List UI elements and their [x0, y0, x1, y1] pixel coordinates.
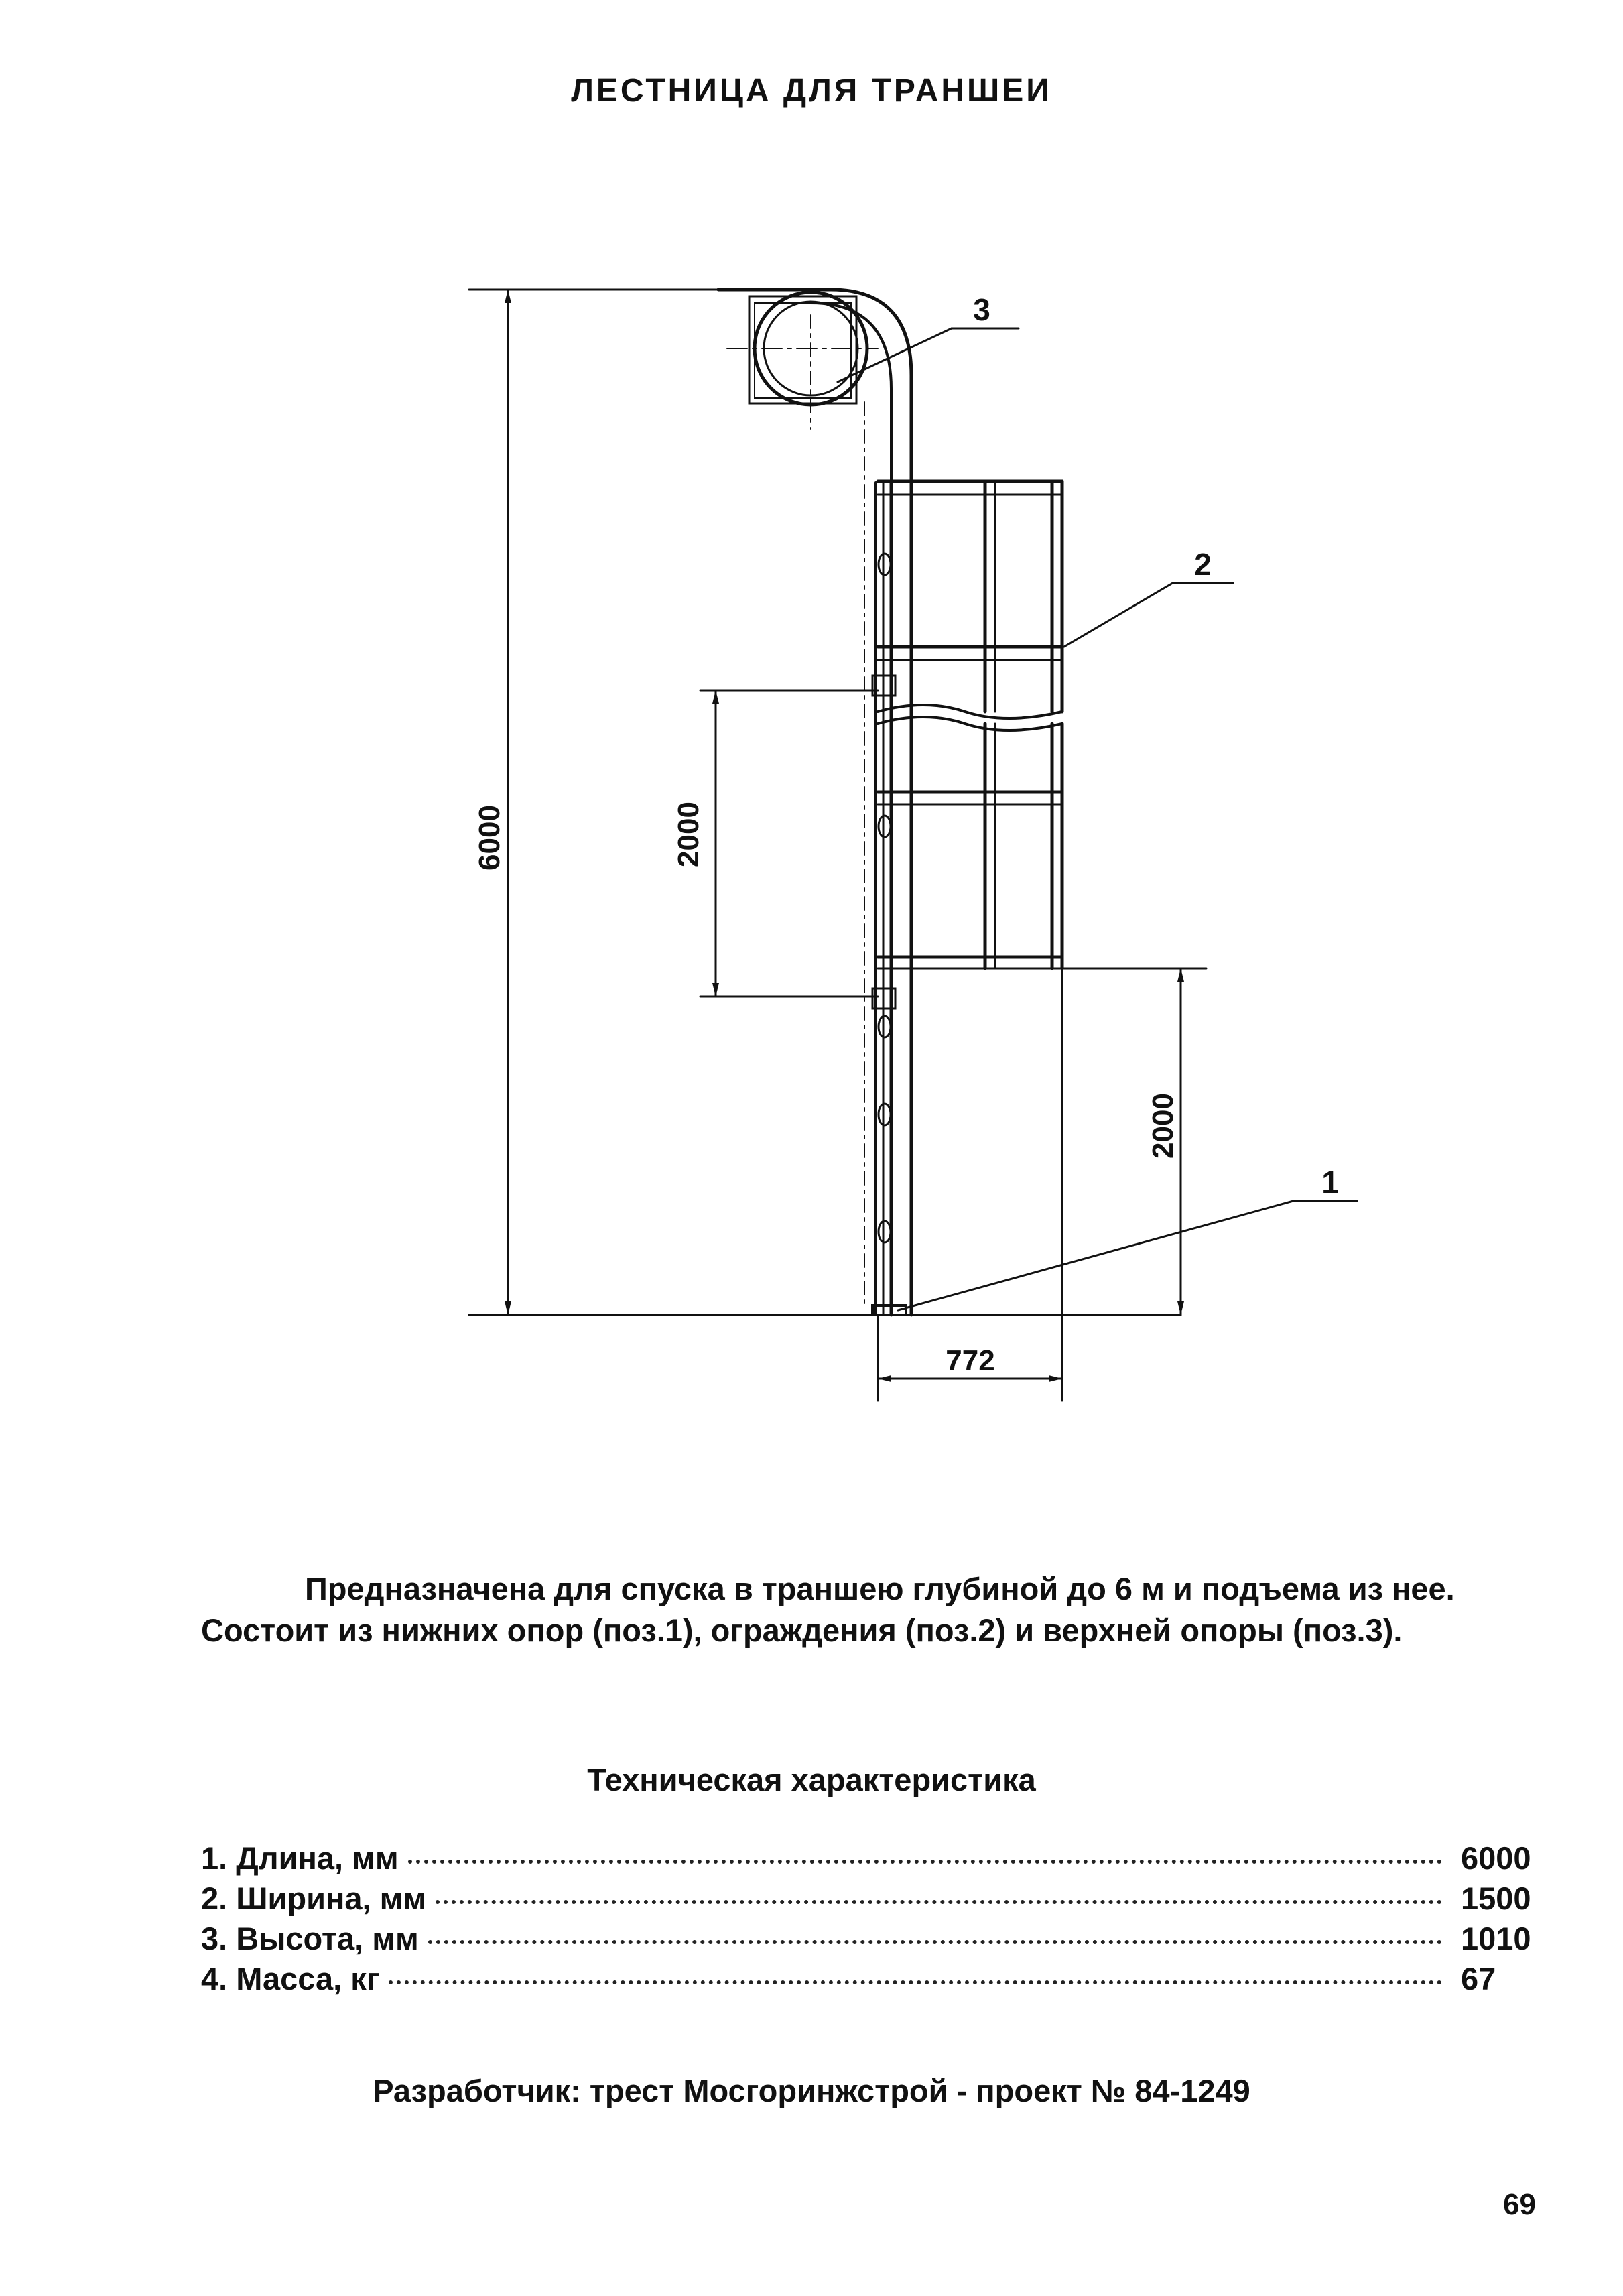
dot-leader — [428, 1940, 1442, 1944]
spec-value: 1500 — [1461, 1880, 1531, 1916]
guard-break-line-bottom — [878, 717, 1062, 730]
position-label-3: 3 — [973, 292, 990, 327]
leader-pos2 — [1064, 583, 1233, 647]
dimension-total-height — [469, 290, 1181, 1315]
bolt — [879, 1221, 891, 1242]
spec-row-width — [201, 1880, 1541, 1920]
bolt — [879, 554, 891, 575]
spec-label: 1. Длина, мм — [201, 1840, 399, 1876]
leader-line — [838, 328, 952, 382]
top-support — [718, 290, 911, 483]
spec-list — [201, 1840, 1541, 2000]
developer-credit: Разработчик: трест Мосгоринжстрой - проект № 84-1249 — [373, 2073, 1250, 2108]
stringer-bolts — [872, 554, 906, 1315]
spec-value: 6000 — [1461, 1840, 1531, 1876]
spec-section-title: Техническая характеристика — [587, 1762, 1036, 1797]
position-label-1: 1 — [1321, 1165, 1339, 1200]
description-text: Предназначена для спуска в траншею глубиной до 6 м и подъема из нее. Состоит из нижних опор (поз.1), ограждения (поз.2) и верхней опоры (поз.3). — [201, 1571, 1455, 1648]
dimension-guard-height — [700, 690, 878, 997]
ladder-top-hook-outer — [718, 290, 911, 483]
dimension-lower-height — [1062, 968, 1206, 1315]
spec-row-mass — [201, 1960, 1541, 2000]
leader-line — [1064, 583, 1173, 647]
dot-leader — [436, 1900, 1442, 1904]
leader-pos1 — [898, 1201, 1357, 1310]
bolt — [879, 1016, 891, 1037]
leader-line — [898, 1201, 1293, 1310]
bolt — [879, 1104, 891, 1125]
spec-row-height — [201, 1920, 1541, 1960]
dimension-base-width — [878, 968, 1062, 1401]
guard-railing — [878, 481, 1062, 968]
dimension-label-6000: 6000 — [473, 805, 506, 871]
page-title: ЛЕСТНИЦА ДЛЯ ТРАНШЕИ — [571, 73, 1052, 109]
guard-break-line-top — [878, 705, 1062, 718]
description-paragraph — [201, 1568, 1528, 1651]
dot-leader — [408, 1860, 1442, 1864]
ladder-stringers — [864, 402, 911, 1315]
spec-label: 2. Ширина, мм — [201, 1880, 427, 1916]
dimension-label-2000-lower: 2000 — [1147, 1093, 1179, 1159]
dimension-label-2000-guard: 2000 — [672, 802, 705, 867]
dot-leader — [389, 1980, 1442, 1984]
position-label-2: 2 — [1194, 547, 1212, 582]
spec-label: 3. Высота, мм — [201, 1921, 419, 1956]
spec-value: 67 — [1461, 1961, 1496, 1996]
spec-row-length — [201, 1840, 1541, 1880]
dimension-label-772: 772 — [946, 1344, 995, 1377]
page-number: 69 — [1503, 2188, 1536, 2221]
bolt — [879, 816, 891, 837]
spec-value: 1010 — [1461, 1921, 1531, 1956]
spec-label: 4. Масса, кг — [201, 1961, 380, 1996]
